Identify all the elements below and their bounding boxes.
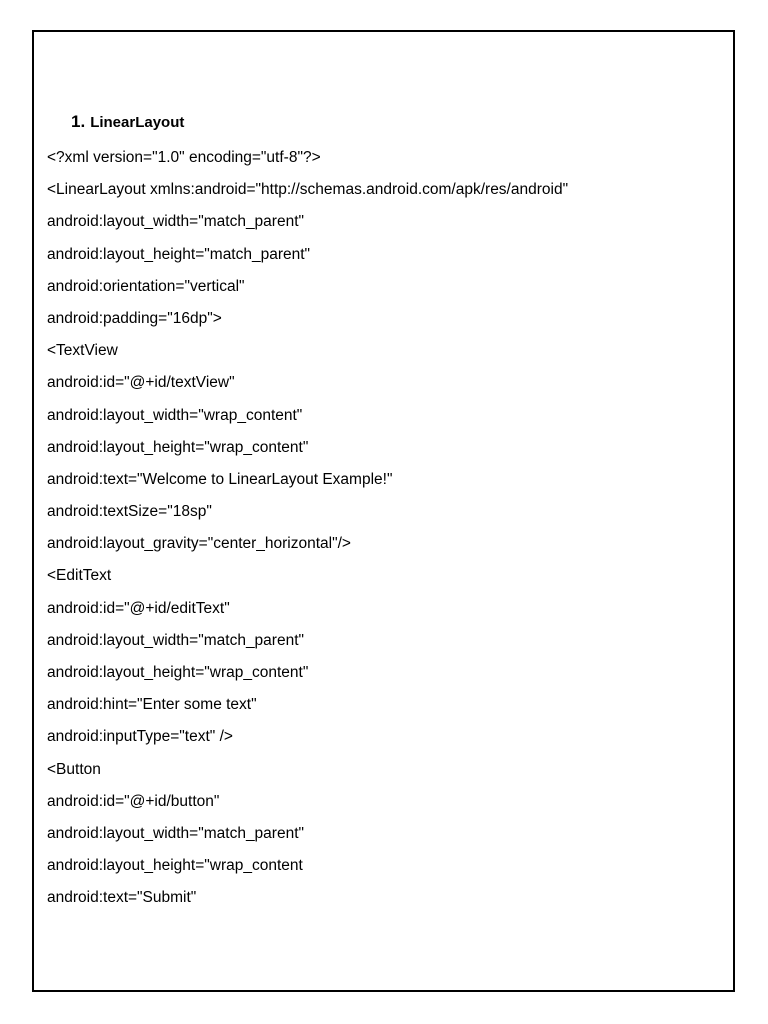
code-line: android:layout_width="match_parent" xyxy=(47,213,305,231)
code-line: <TextView xyxy=(47,342,118,360)
code-line: android:id="@+id/button" xyxy=(47,792,220,810)
code-line: android:layout_width="match_parent" xyxy=(47,631,305,649)
code-line: android:textSize="18sp" xyxy=(47,503,212,521)
code-line: android:layout_width="wrap_content" xyxy=(47,406,303,424)
code-line: android:hint="Enter some text" xyxy=(47,696,257,714)
code-line: android:layout_gravity="center_horizontal"/> xyxy=(47,535,351,553)
code-line: android:id="@+id/editText" xyxy=(47,599,230,617)
code-line: android:layout_width="match_parent" xyxy=(47,824,305,842)
section-heading xyxy=(71,112,184,136)
code-listing xyxy=(47,146,568,919)
code-line: android:layout_height="wrap_content" xyxy=(47,664,309,681)
code-line: android:layout_height="match_parent" xyxy=(47,245,311,263)
code-line: <?xml version="1.0" encoding="utf-8"?> xyxy=(47,149,321,166)
code-line: android:layout_height="wrap_content xyxy=(47,857,303,875)
code-line: <EditText xyxy=(47,567,112,585)
code-line: android:id="@+id/textView" xyxy=(47,374,235,392)
code-line: <LinearLayout xmlns:android="http://schemas.android.com/apk/res/android" xyxy=(47,181,569,199)
heading-title: LinearLayout xyxy=(90,114,185,131)
code-line: android:padding="16dp"> xyxy=(47,309,222,327)
code-line: android:text="Welcome to LinearLayout Example!" xyxy=(47,470,393,488)
code-line: android:layout_height="wrap_content" xyxy=(47,438,309,456)
code-line: <Button xyxy=(47,760,101,778)
code-line: android:inputType="text" /> xyxy=(47,728,233,746)
heading-number: 1. xyxy=(71,112,86,131)
code-line: android:orientation="vertical" xyxy=(47,277,245,295)
code-line: android:text="Submit" xyxy=(47,889,197,907)
